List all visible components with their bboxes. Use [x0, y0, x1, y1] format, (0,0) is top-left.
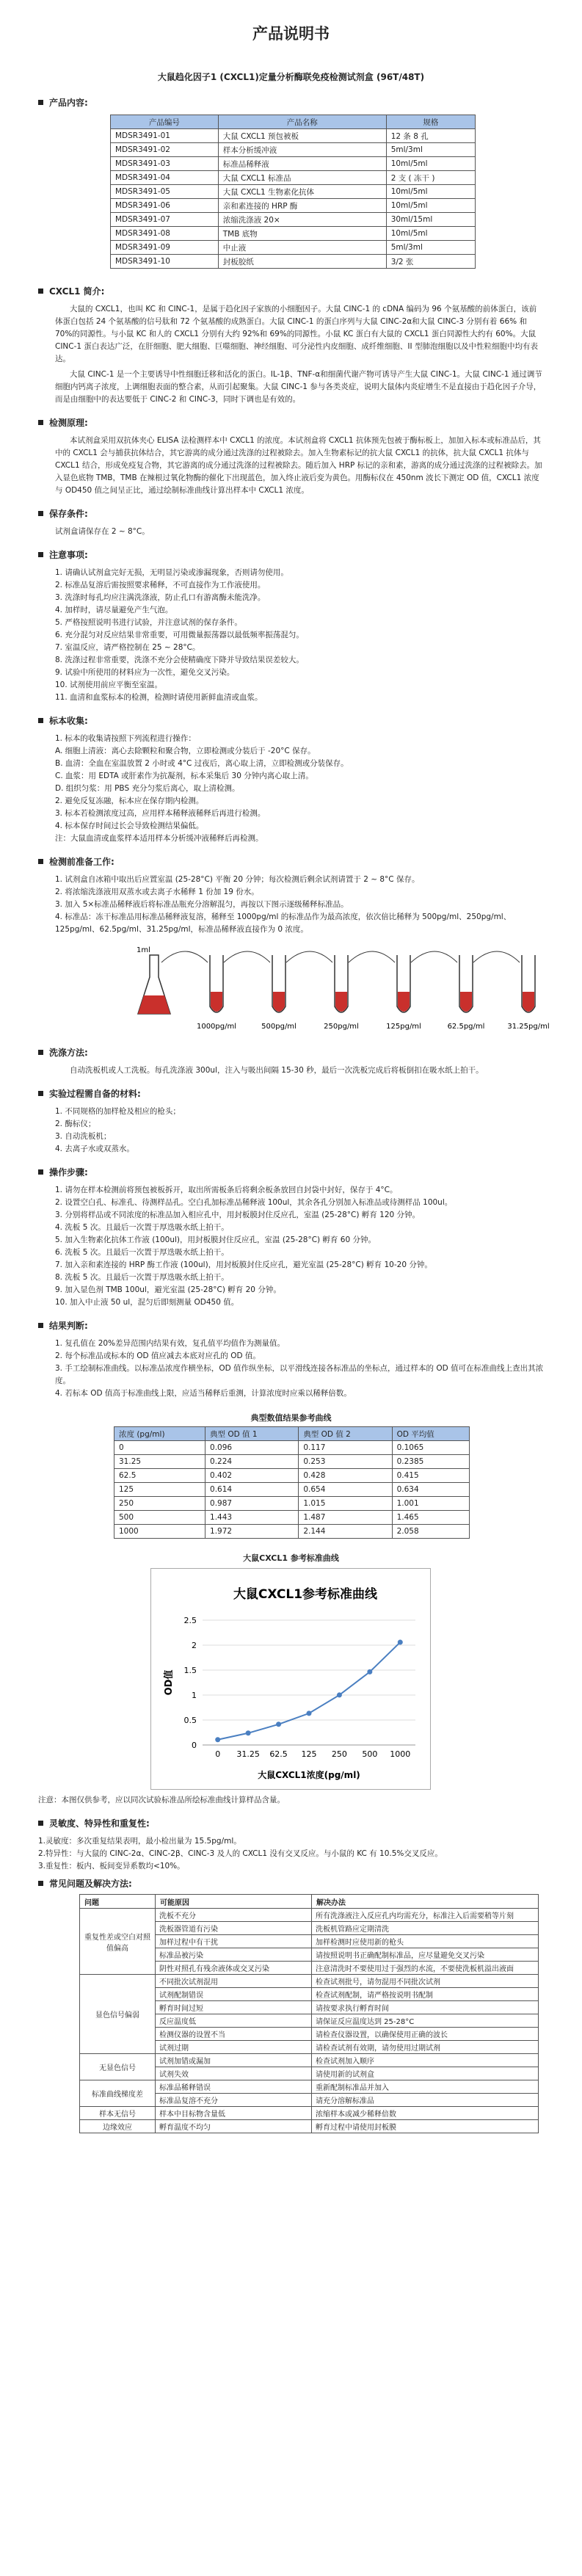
- table-cell: MDSR3491-09: [111, 241, 219, 255]
- table-cell: 样本分析缓冲液: [218, 143, 386, 157]
- table-row: [111, 171, 476, 185]
- table-cell: 0.614: [205, 1483, 299, 1497]
- dilution-label: 500pg/ml: [261, 1023, 297, 1031]
- faq-solution: 请充分溶解标准品: [312, 2094, 539, 2107]
- table-cell: MDSR3491-03: [111, 157, 219, 171]
- table-row: [111, 157, 476, 171]
- transfer-arrow: [286, 951, 332, 962]
- table-cell: 0: [114, 1441, 205, 1455]
- section-heading: 标本收集:: [38, 714, 582, 727]
- flask-icon: [138, 955, 170, 1014]
- document-subtitle: 大鼠趋化因子1 (CXCL1)定量分析酶联免疫检测试剂盒 (96T/48T): [157, 72, 425, 82]
- data-point: [367, 1669, 372, 1675]
- bullet-icon: [38, 289, 43, 294]
- table-cell: 0.253: [299, 1455, 392, 1469]
- table-cell: 2 支 ( 冻干 ): [386, 171, 475, 185]
- table-row: [111, 143, 476, 157]
- intro-paragraph: 大鼠的 CXCL1，也叫 KC 和 CINC-1，是属于趋化因子家族的小细胞因子。大鼠 CINC-1 的 cDNA 编码为 96 个氨基酸的前体蛋白，该前体蛋白包括 24 个氨基酸的信号肽和 72 个氨基酸的成熟蛋白。大鼠 CINC-1 的蛋白序列与大鼠 CINC-2α和大鼠 CINC-3 分别有着 66% 和 70%的同源性。与小鼠 KC 和人的 CXCL1 分别有大约 92%和 69%的同源性。小鼠 KC 蛋白有大鼠的 CXCL1 蛋白同源性大约有 60%。大鼠 CINC-1 蛋白表达广泛，在肝细胞、肥大细胞、巨噬细胞、神经细胞、可分泌性内皮细胞、成纤维细胞、II 型肺泡细胞以及中性粒细胞中均有表达。: [55, 305, 538, 363]
- std-table: [114, 1426, 470, 1539]
- chart-svg: [151, 1569, 430, 1789]
- x-tick-label: 1000: [390, 1749, 411, 1759]
- table-row: [80, 2080, 539, 2094]
- section-heading: 检测前准备工作:: [38, 855, 582, 868]
- table-row: [111, 185, 476, 199]
- table-cell: 中止液: [218, 241, 386, 255]
- section-heading: 结果判断:: [38, 1319, 582, 1332]
- list-item: 1. 不同规格的加样枪及相应的枪头；: [55, 1107, 181, 1116]
- table-cell: 浓缩洗涤液 20×: [218, 213, 386, 227]
- sensitivity-list: [38, 1835, 544, 1873]
- std-table-caption: 典型数值结果参考曲线: [250, 1413, 332, 1423]
- x-tick-label: 0: [215, 1749, 221, 1759]
- table-cell: 2.144: [299, 1525, 392, 1539]
- faq-solution: 洗板机管路应定期清洗: [312, 1922, 539, 1935]
- data-point: [307, 1710, 312, 1716]
- materials-list: [55, 1106, 544, 1155]
- bullet-icon: [38, 1091, 43, 1096]
- table-row: [114, 1483, 470, 1497]
- table-row: [114, 1469, 470, 1483]
- y-tick-label: 2.5: [183, 1616, 197, 1625]
- section-heading: 灵敏度、特异性和重复性:: [38, 1817, 582, 1829]
- table-cell: 62.5: [114, 1469, 205, 1483]
- list-item: 3. 标本若检测浓度过高，应用样本稀释液稀释后再进行检测。: [55, 809, 266, 818]
- table-cell: 1.972: [205, 1525, 299, 1539]
- faq-table: [79, 1894, 539, 2133]
- transfer-arrow: [473, 951, 520, 962]
- list-item: 2. 每个标准品或标本的 OD 值应减去本底对应孔的 OD 值。: [55, 1352, 261, 1360]
- list-item: B. 血清：全血在室温放置 2 小时或 4°C 过夜后，离心取上清，立即检测或分装保存。: [55, 759, 349, 768]
- wash-paragraph: 自动洗板机或人工洗板。每孔洗涤液 300ul，注入与吸出间隔 15-30 秒，最后一次洗板完成后将板倒扣在吸水纸上拍干。: [70, 1066, 484, 1075]
- table-row: [80, 1909, 539, 1922]
- document-title: 产品说明书: [252, 25, 330, 43]
- list-item: 3. 手工绘制标准曲线。以标准品浓度作横坐标，OD 值作纵坐标，以平滑线连接各标准品的坐标点，通过样本的 OD 值可在标准曲线上查出其浓度。: [55, 1364, 544, 1385]
- bullet-icon: [38, 511, 43, 516]
- data-point: [246, 1730, 251, 1735]
- table-cell: 1.465: [392, 1511, 469, 1525]
- faq-cause: 标准品稀释错误: [156, 2080, 312, 2094]
- table-header: 典型 OD 值 2: [299, 1427, 392, 1441]
- faq-cause: 孵育时间过短: [156, 2001, 312, 2014]
- y-tick-label: 2: [192, 1641, 197, 1650]
- table-row: [80, 1975, 539, 1988]
- list-item: 3. 自动洗板机；: [55, 1132, 112, 1141]
- faq-cause: 试剂失效: [156, 2067, 312, 2080]
- table-cell: 0.987: [205, 1497, 299, 1511]
- standard-curve-chart: [150, 1568, 431, 1790]
- table-cell: 0.415: [392, 1469, 469, 1483]
- section-heading: 常见问题及解决方法:: [38, 1877, 582, 1890]
- table-row: [111, 129, 476, 143]
- list-item: 8. 洗涤过程非常重要，洗涤不充分会使精确度下降并导致结果误差较大。: [55, 656, 304, 664]
- table-cell: MDSR3491-08: [111, 227, 219, 241]
- faq-problem: 重复性差或空白对照值偏高: [80, 1909, 156, 1975]
- series-line: [218, 1642, 401, 1740]
- table-cell: 0.2385: [392, 1455, 469, 1469]
- transfer-arrow: [411, 951, 457, 962]
- table-header: 浓度 (pg/ml): [114, 1427, 205, 1441]
- table-cell: 0.096: [205, 1441, 299, 1455]
- faq-solution: 请保证反应温度达到 25-28°C: [312, 2014, 539, 2028]
- list-item: 3.重复性：板内、板间变异系数均<10%。: [38, 1862, 185, 1871]
- section-heading: 产品内容:: [38, 96, 582, 109]
- principle-paragraph: 本试剂盒采用双抗体夹心 ELISA 法检测样本中 CXCL1 的浓度。本试剂盒将 CXCL1 抗体预先包被于酶标板上，加加入标本或标准品后，其中的 CXCL1 会与捕获抗体结合，其它游离的成分通过洗涤的过程被除去。加入生物素标记的抗大鼠 CXCL1 的抗体，抗大鼠 CXCL1 抗体与 CXCL1 结合，形成免疫复合物，其它游离的成分通过洗涤的过程被除去。随后加入 HRP 标记的亲和素，游离的成分通过洗涤的过程被除去。加入显色底物 TMB，TMB 在辣根过氧化物酶的催化下出现蓝色，加入终止液后变为黄色。用酶标仪在 450nm 波长下测定 OD 值，CXCL1 浓度与 OD450 值之间呈正比，通过绘制标准曲线计算出样本中 CXCL1 浓度。: [55, 436, 542, 495]
- table-cell: 0.402: [205, 1469, 299, 1483]
- table-row: [111, 255, 476, 269]
- x-tick-label: 31.25: [236, 1749, 260, 1759]
- faq-problem: 标准曲线梯度差: [80, 2080, 156, 2107]
- section-heading: 注意事项:: [38, 548, 582, 561]
- list-item: 10. 加入中止液 50 ul，混匀后即刻测量 OD450 值。: [55, 1298, 239, 1307]
- table-row: [80, 2120, 539, 2133]
- table-cell: 0.117: [299, 1441, 392, 1455]
- dilution-label: 1000pg/ml: [196, 1023, 237, 1031]
- intro-paragraph: 大鼠 CINC-1 是一个主要诱导中性细胞迁移和活化的蛋白。IL-1β、TNF-α和细菌代谢产物可诱导产生大鼠 CINC-1。大鼠 CINC-1 通过调节细胞内钙离子浓度，上调细胞表面的整合素，从而引起聚集。大鼠 CINC-1 参与各类炎症，说明大鼠体内炎症增生不是直接由于趋化因子介导，而是由细胞中的表达要低于 CINC-2 和 CINC-3，同时下调也是有效的。: [55, 370, 542, 404]
- faq-cause: 洗板器管道有污染: [156, 1922, 312, 1935]
- steps-list: [55, 1184, 544, 1309]
- list-item: 9. 试验中所使用的材料应为一次性，避免交叉污染。: [55, 668, 235, 677]
- faq-solution: 浓缩样本或减少稀释倍数: [312, 2107, 539, 2120]
- y-tick-label: 1.5: [183, 1666, 197, 1675]
- table-cell: TMB 底物: [218, 227, 386, 241]
- table-cell: MDSR3491-02: [111, 143, 219, 157]
- chart-note: 注意：本图仅供参考，应以同次试验标准品所绘标准曲线计算样品含量。: [38, 1796, 285, 1804]
- list-item: 11. 血清和血浆标本的检测，检测时请使用新鲜血清或血浆。: [55, 693, 263, 702]
- faq-solution: 请检查仪器设置，以确保使用正确的波长: [312, 2028, 539, 2041]
- table-row: [80, 2107, 539, 2120]
- table-cell: MDSR3491-07: [111, 213, 219, 227]
- dilution-label: 31.25pg/ml: [507, 1023, 550, 1031]
- list-item: 1. 请勿在样本检测前将预包被板拆开，取出所需板条后将剩余板条放回自封袋中封好，保存于 4°C。: [55, 1186, 398, 1194]
- faq-problem: 无显色信号: [80, 2054, 156, 2080]
- bullet-icon: [38, 100, 43, 105]
- table-row: [114, 1441, 470, 1455]
- results-list: [55, 1338, 544, 1400]
- faq-solution: 请检查试剂有效期，请勿使用过期试剂: [312, 2041, 539, 2054]
- list-item: 2. 酶标仪；: [55, 1120, 96, 1128]
- list-item: 5. 加入生物素化抗体工作液 (100ul)，用封板膜封住反应孔，室温 (25-28°C) 孵育 60 分钟。: [55, 1236, 376, 1244]
- list-item: 4. 标本保存时间过长会导致检测结果偏低。: [55, 821, 204, 830]
- list-item: 6. 充分混匀对反应结果非常重要，可用微量振荡器以最低频率振荡混匀。: [55, 631, 304, 639]
- list-item: 1. 请确认试剂盒完好无损，无明显污染或渗漏现象，否则请勿使用。: [55, 568, 288, 577]
- table-cell: 1000: [114, 1525, 205, 1539]
- chart-caption: 大鼠CXCL1 参考标准曲线: [243, 1553, 339, 1563]
- bullet-icon: [38, 1323, 43, 1328]
- list-item: C. 血浆：用 EDTA 或肝素作为抗凝剂，标本采集后 30 分钟内离心取上清。: [55, 772, 313, 780]
- list-item: 4. 加样时，请尽量避免产生气泡。: [55, 606, 173, 614]
- table-cell: 250: [114, 1497, 205, 1511]
- list-item: 9. 加入显色剂 TMB 100ul，避光室温 (25-28°C) 孵育 20 分钟。: [55, 1285, 281, 1294]
- list-item: 2.特异性：与大鼠的 CINC-2α、CINC-2β、CINC-3 及人的 CXCL1 没有交叉反应。与小鼠的 KC 有 10.5%交叉反应。: [38, 1849, 443, 1858]
- tube-icon: [272, 955, 285, 1012]
- faq-solution: 加样检测时应使用新的枪头: [312, 1935, 539, 1948]
- table-row: [114, 1497, 470, 1511]
- section-heading: 实验过程需自备的材料:: [38, 1087, 582, 1100]
- faq-solution: 请使用新的试剂盒: [312, 2067, 539, 2080]
- x-tick-label: 500: [362, 1749, 378, 1759]
- faq-cause: 反应温度低: [156, 2014, 312, 2028]
- tube-icon: [397, 955, 410, 1012]
- table-cell: MDSR3491-05: [111, 185, 219, 199]
- table-cell: 10ml/5ml: [386, 157, 475, 171]
- faq-cause: 标准品复溶不充分: [156, 2094, 312, 2107]
- y-tick-label: 1: [192, 1691, 197, 1700]
- faq-problem: 样本无信号: [80, 2107, 156, 2120]
- table-row: [111, 213, 476, 227]
- table-header: 可能原因: [156, 1895, 312, 1909]
- tube-icon: [210, 955, 223, 1012]
- bullet-icon: [38, 1050, 43, 1055]
- list-item: 10. 试剂使用前应平衡至室温。: [55, 681, 163, 689]
- table-row: [114, 1455, 470, 1469]
- table-cell: 大鼠 CXCL1 预包被板: [218, 129, 386, 143]
- faq-cause: 试剂加错或漏加: [156, 2054, 312, 2067]
- faq-cause: 加样过程中有干扰: [156, 1935, 312, 1948]
- table-cell: 0.634: [392, 1483, 469, 1497]
- x-tick-label: 250: [331, 1749, 347, 1759]
- faq-solution: 检查试剂加入顺序: [312, 2054, 539, 2067]
- table-cell: 31.25: [114, 1455, 205, 1469]
- storage-text: 试剂盒请保存在 2 ~ 8°C。: [55, 527, 150, 536]
- table-cell: 12 条 8 孔: [386, 129, 475, 143]
- faq-cause: 试剂配制错误: [156, 1988, 312, 2001]
- faq-cause: 孵育温度不均匀: [156, 2120, 312, 2133]
- data-point: [215, 1737, 220, 1742]
- list-item: 2. 避免反复冻融，标本应在保存期内检测。: [55, 797, 204, 805]
- list-item: 8. 洗板 5 次。且最后一次置于厚迭吸水纸上拍干。: [55, 1273, 229, 1282]
- table-header: 产品名称: [218, 115, 386, 129]
- table-cell: 亲和素连接的 HRP 酶: [218, 199, 386, 213]
- section-heading: 洗涤方法:: [38, 1046, 582, 1059]
- list-item: 2. 设置空白孔、标准孔、待测样品孔。空白孔加标准品稀释液 100ul，其余各孔分别加入标准品或待测样品 100ul。: [55, 1198, 453, 1207]
- list-item: 4. 洗板 5 次。且最后一次置于厚迭吸水纸上拍干。: [55, 1223, 229, 1232]
- faq-cause: 洗板不充分: [156, 1909, 312, 1922]
- chart-title: 大鼠CXCL1参考标准曲线: [233, 1587, 378, 1602]
- section-heading: 保存条件:: [38, 507, 582, 520]
- bullet-icon: [38, 552, 43, 557]
- faq-cause: 不同批次试剂混用: [156, 1975, 312, 1988]
- x-tick-label: 125: [301, 1749, 317, 1759]
- list-item: 3. 洗涤时每孔均应注满洗涤液，防止孔口有游离酶未能洗净。: [55, 593, 266, 602]
- table-cell: 1.443: [205, 1511, 299, 1525]
- table-header: 典型 OD 值 1: [205, 1427, 299, 1441]
- transfer-arrow: [224, 951, 270, 962]
- table-cell: 0.224: [205, 1455, 299, 1469]
- data-point: [398, 1640, 403, 1645]
- faq-cause: 标准品被污染: [156, 1948, 312, 1962]
- table-cell: 0.654: [299, 1483, 392, 1497]
- table-header: 解决办法: [312, 1895, 539, 1909]
- section-heading: 操作步骤:: [38, 1166, 582, 1178]
- table-row: [114, 1525, 470, 1539]
- list-item: 3. 加入 5×标准品稀释液后将标准品瓶充分溶解混匀，再按以下图示逐级稀释标准品。: [55, 900, 349, 909]
- faq-problem: 边缘效应: [80, 2120, 156, 2133]
- list-item: 1.灵敏度：多次重复结果表明，最小检出量为 15.5pg/ml。: [38, 1837, 241, 1846]
- list-item: 1. 试剂盒自冰箱中取出后应置室温 (25-28°C) 平衡 20 分钟；每次检测后剩余试剂请置于 2 ~ 8°C 保存。: [55, 875, 420, 884]
- bullet-icon: [38, 1169, 43, 1175]
- dilution-label: 1ml: [137, 946, 150, 954]
- section-heading: CXCL1 简介:: [38, 285, 582, 297]
- tube-icon: [459, 955, 473, 1012]
- table-cell: 1.001: [392, 1497, 469, 1511]
- dilution-diagram: [0, 940, 582, 1036]
- list-item: A. 细胞上清液：离心去除颗粒和聚合物，立即检测或分装后于 -20°C 保存。: [55, 747, 316, 755]
- section-heading: 检测原理:: [38, 416, 582, 429]
- list-item: 注：大鼠血清或血浆样本适用样本分析缓冲液稀释后再检测。: [55, 834, 263, 843]
- tube-icon: [522, 955, 535, 1012]
- list-item: 1. 标本的收集请按照下列流程进行操作：: [55, 734, 196, 743]
- table-cell: 5ml/3ml: [386, 143, 475, 157]
- table-cell: 封板胶纸: [218, 255, 386, 269]
- table-cell: 5ml/3ml: [386, 241, 475, 255]
- list-item: 6. 洗板 5 次。且最后一次置于厚迭吸水纸上拍干。: [55, 1248, 229, 1257]
- bullet-icon: [38, 859, 43, 864]
- table-row: [111, 241, 476, 255]
- table-cell: 125: [114, 1483, 205, 1497]
- x-axis-label: 大鼠CXCL1浓度(pg/ml): [258, 1770, 360, 1780]
- list-item: 3. 分别将样品或不同浓度的标准品加入相应孔中，用封板膜封住反应孔，室温 (25-28°C) 孵育 120 分钟。: [55, 1211, 421, 1219]
- table-cell: 大鼠 CXCL1 生物素化抗体: [218, 185, 386, 199]
- table-cell: MDSR3491-04: [111, 171, 219, 185]
- table-row: [111, 227, 476, 241]
- table-row: [111, 199, 476, 213]
- transfer-arrow: [349, 951, 395, 962]
- y-tick-label: 0.5: [183, 1716, 197, 1725]
- table-cell: 1.015: [299, 1497, 392, 1511]
- list-item: 5. 严格按照说明书进行试验，并注意试剂的保存条件。: [55, 618, 242, 627]
- list-item: 2. 将浓缩洗涤液用双蒸水或去离子水稀释 1 份加 19 份水。: [55, 888, 259, 896]
- table-cell: 3/2 张: [386, 255, 475, 269]
- table-cell: 2.058: [392, 1525, 469, 1539]
- x-tick-label: 62.5: [269, 1749, 288, 1759]
- dilution-label: 250pg/ml: [324, 1023, 359, 1031]
- data-point: [276, 1721, 281, 1727]
- list-item: 4. 若标本 OD 值高于标准曲线上限，应适当稀释后重测，计算浓度时应乘以稀释倍数。: [55, 1389, 352, 1398]
- list-item: D. 组织匀浆：用 PBS 充分匀浆后离心，取上清检测。: [55, 784, 240, 793]
- table-header: OD 平均值: [392, 1427, 469, 1441]
- transfer-arrow: [161, 951, 208, 962]
- table-cell: 0.1065: [392, 1441, 469, 1455]
- dilution-label: 62.5pg/ml: [447, 1023, 485, 1031]
- bullet-icon: [38, 420, 43, 425]
- table-cell: 500: [114, 1511, 205, 1525]
- table-cell: 1.487: [299, 1511, 392, 1525]
- y-tick-label: 0: [192, 1741, 197, 1750]
- list-item: 7. 加入亲和素连接的 HRP 酶工作液 (100ul)，用封板膜封住反应孔，避光室温 (25-28°C) 孵育 10-20 分钟。: [55, 1260, 432, 1269]
- table-row: [114, 1511, 470, 1525]
- collection-list: [55, 733, 544, 845]
- table-cell: 30ml/15ml: [386, 213, 475, 227]
- faq-solution: 请按要求执行孵育时间: [312, 2001, 539, 2014]
- bullet-icon: [38, 1881, 43, 1886]
- bullet-icon: [38, 718, 43, 723]
- table-cell: MDSR3491-06: [111, 199, 219, 213]
- list-item: 4. 去离子水或双蒸水。: [55, 1144, 134, 1153]
- faq-cause: 检测仪器的设置不当: [156, 2028, 312, 2041]
- data-point: [337, 1692, 342, 1697]
- tube-icon: [335, 955, 348, 1012]
- table-cell: 标准品稀释液: [218, 157, 386, 171]
- faq-solution: 所有洗涤液注入反应孔内均需充分，标准注入后需要稍等片刻: [312, 1909, 539, 1922]
- faq-solution: 重新配制标准品并加入: [312, 2080, 539, 2094]
- list-item: 2. 标准品复溶后需按照要求稀释，不可直接作为工作液使用。: [55, 581, 266, 589]
- list-item: 1. 复孔值在 20%差异范围内结果有效，复孔值平均值作为测量值。: [55, 1339, 285, 1348]
- table-cell: 0.428: [299, 1469, 392, 1483]
- y-axis-label: OD值: [164, 1669, 175, 1696]
- table-cell: 10ml/5ml: [386, 199, 475, 213]
- content-table: [110, 115, 476, 269]
- table-header: 规格: [386, 115, 475, 129]
- faq-solution: 孵育过程中请使用封板膜: [312, 2120, 539, 2133]
- dilution-label: 125pg/ml: [386, 1023, 421, 1031]
- faq-cause: 试剂过期: [156, 2041, 312, 2054]
- faq-solution: 检查试剂批号，请勿混用不同批次试剂: [312, 1975, 539, 1988]
- faq-solution: 检查试剂配制，请严格按说明书配制: [312, 1988, 539, 2001]
- list-item: 7. 室温反应，请严格控制在 25 ~ 28°C。: [55, 643, 200, 652]
- table-cell: 10ml/5ml: [386, 185, 475, 199]
- table-cell: MDSR3491-01: [111, 129, 219, 143]
- bullet-icon: [38, 1821, 43, 1826]
- table-cell: 10ml/5ml: [386, 227, 475, 241]
- faq-cause: 样本中目标物含量低: [156, 2107, 312, 2120]
- faq-solution: 请按照说明书正确配制标准品，应尽量避免交叉污染: [312, 1948, 539, 1962]
- table-row: [80, 2054, 539, 2067]
- faq-solution: 注意清洗时不要使用过于强烈的水流，不要使洗板机溢出液面: [312, 1962, 539, 1975]
- faq-cause: 阴性对照孔有残余液体或交叉污染: [156, 1962, 312, 1975]
- table-header: 问题: [80, 1895, 156, 1909]
- cautions-list: [55, 567, 544, 704]
- table-cell: 大鼠 CXCL1 标准品: [218, 171, 386, 185]
- table-cell: MDSR3491-10: [111, 255, 219, 269]
- list-item: 4. 标准品：冻干标准品用标准品稀释液复溶，稀释至 1000pg/ml 的标准品作为最高浓度，依次倍比稀释为 500pg/ml、250pg/ml、125pg/ml、62.5pg/ml、31.25pg/ml，标准品稀释液直接作为 0 浓度。: [55, 913, 512, 934]
- prep-list: [55, 874, 544, 936]
- table-header: 产品编号: [111, 115, 219, 129]
- faq-problem: 显色信号偏弱: [80, 1975, 156, 2054]
